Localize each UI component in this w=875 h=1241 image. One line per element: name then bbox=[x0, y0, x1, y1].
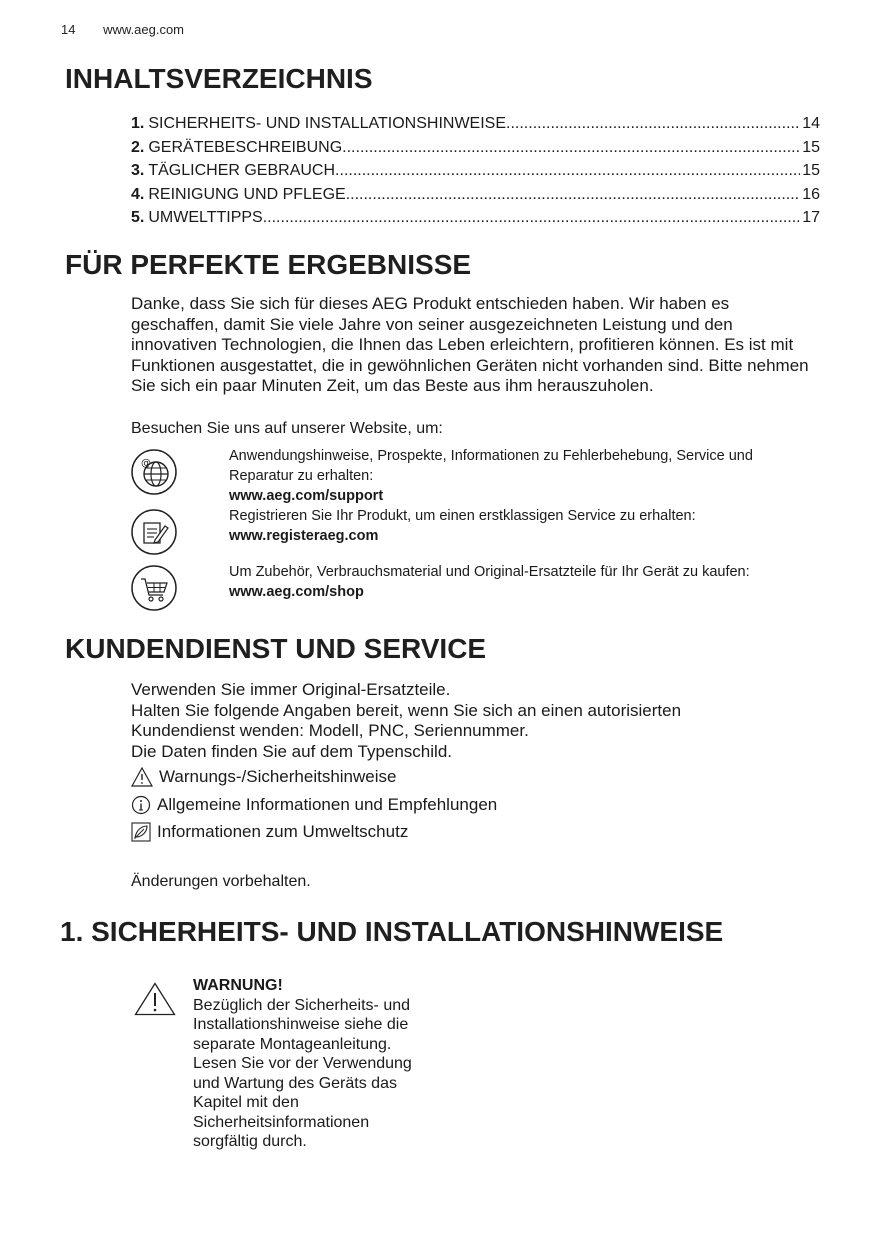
register-link[interactable]: www.registeraeg.com bbox=[229, 528, 379, 544]
info-icon bbox=[131, 795, 151, 815]
warning-text: Bezüglich der Sicherheits- und Installationshinweise siehe die separate Montageanleitung. Lesen Sie vor der Verwendung und Wartung des Geräts das Kapitel mit den Sicherheitsinformationen sorgfältig durch. bbox=[193, 996, 412, 1150]
page-number: 14 bbox=[61, 22, 76, 37]
svg-text:@: @ bbox=[141, 458, 151, 469]
toc-item[interactable]: 1. SICHERHEITS- UND INSTALLATIONSHINWEISE ..... 14 bbox=[131, 112, 820, 136]
shopping-cart-icon bbox=[131, 565, 177, 611]
toc-item[interactable]: 2. GERÄTEBESCHREIBUNG ..... 15 bbox=[131, 136, 820, 160]
table-of-contents bbox=[131, 112, 820, 230]
intro-paragraph: Danke, dass Sie sich für dieses AEG Produkt entschieden haben. Wir haben es geschaffen, damit Sie viele Jahre von seiner ausgezeichneten Leistung und den innovativen Technologien, die Ihnen das Leben erleichtern, profitieren können. Es ist mit Funktionen ausgestattet, die in gewöhnlichen Geräten nicht vorhanden sind. Bitte nehmen Sie sich ein paar Minuten Zeit, um das Beste aus ihm herauszuholen. bbox=[131, 294, 809, 395]
page-header bbox=[61, 22, 208, 37]
header-website[interactable]: www.aeg.com bbox=[103, 22, 185, 37]
service-text: Verwenden Sie immer Original-Ersatzteile. Halten Sie folgende Angaben bereit, wenn Sie sich an einen autorisierten Kundendienst wenden: Modell, PNC, Seriennummer. Die Daten finden Sie auf dem Typenschild. bbox=[131, 680, 682, 761]
warning-box bbox=[193, 976, 433, 1152]
legend-info: Allgemeine Informationen und Empfehlungen bbox=[131, 795, 497, 815]
link-block-shop: Um Zubehör, Verbrauchsmaterial und Original-Ersatzteile für Ihr Gerät zu kaufen: www.aeg.com/shop bbox=[229, 564, 750, 600]
warning-icon bbox=[131, 767, 153, 787]
globe-icon bbox=[131, 449, 177, 495]
link-block-register: Registrieren Sie Ihr Produkt, um einen erstklassigen Service zu erhalten: www.registeraeg.com bbox=[229, 508, 696, 544]
toc-item[interactable]: 4. REINIGUNG UND PFLEGE ..... 16 bbox=[131, 183, 820, 207]
warning-icon bbox=[134, 982, 176, 1016]
warning-title: WARNUNG! bbox=[193, 977, 283, 994]
visit-text: Besuchen Sie uns auf unserer Website, um: bbox=[131, 420, 443, 437]
safety-title: 1. SICHERHEITS- UND INSTALLATIONSHINWEISE bbox=[60, 916, 724, 947]
register-icon bbox=[131, 509, 177, 555]
legend-warning: Warnungs-/Sicherheitshinweise bbox=[131, 767, 396, 787]
changes-note: Änderungen vorbehalten. bbox=[131, 873, 311, 890]
legend-environment: Informationen zum Umweltschutz bbox=[131, 822, 408, 842]
toc-item[interactable]: 5. UMWELTTIPPS ..... 17 bbox=[131, 206, 820, 230]
link-block-support: Anwendungshinweise, Prospekte, Informationen zu Fehlerbehebung, Service und Reparatur zu erhalten: www.aeg.com/support bbox=[229, 448, 753, 504]
shop-link[interactable]: www.aeg.com/shop bbox=[229, 584, 364, 600]
toc-title: INHALTSVERZEICHNIS bbox=[65, 63, 373, 94]
results-title: FÜR PERFEKTE ERGEBNISSE bbox=[65, 249, 472, 280]
leaf-icon bbox=[131, 822, 151, 842]
toc-item[interactable]: 3. TÄGLICHER GEBRAUCH ..... 15 bbox=[131, 159, 820, 183]
support-link[interactable]: www.aeg.com/support bbox=[229, 488, 384, 504]
service-title: KUNDENDIENST UND SERVICE bbox=[65, 633, 487, 664]
